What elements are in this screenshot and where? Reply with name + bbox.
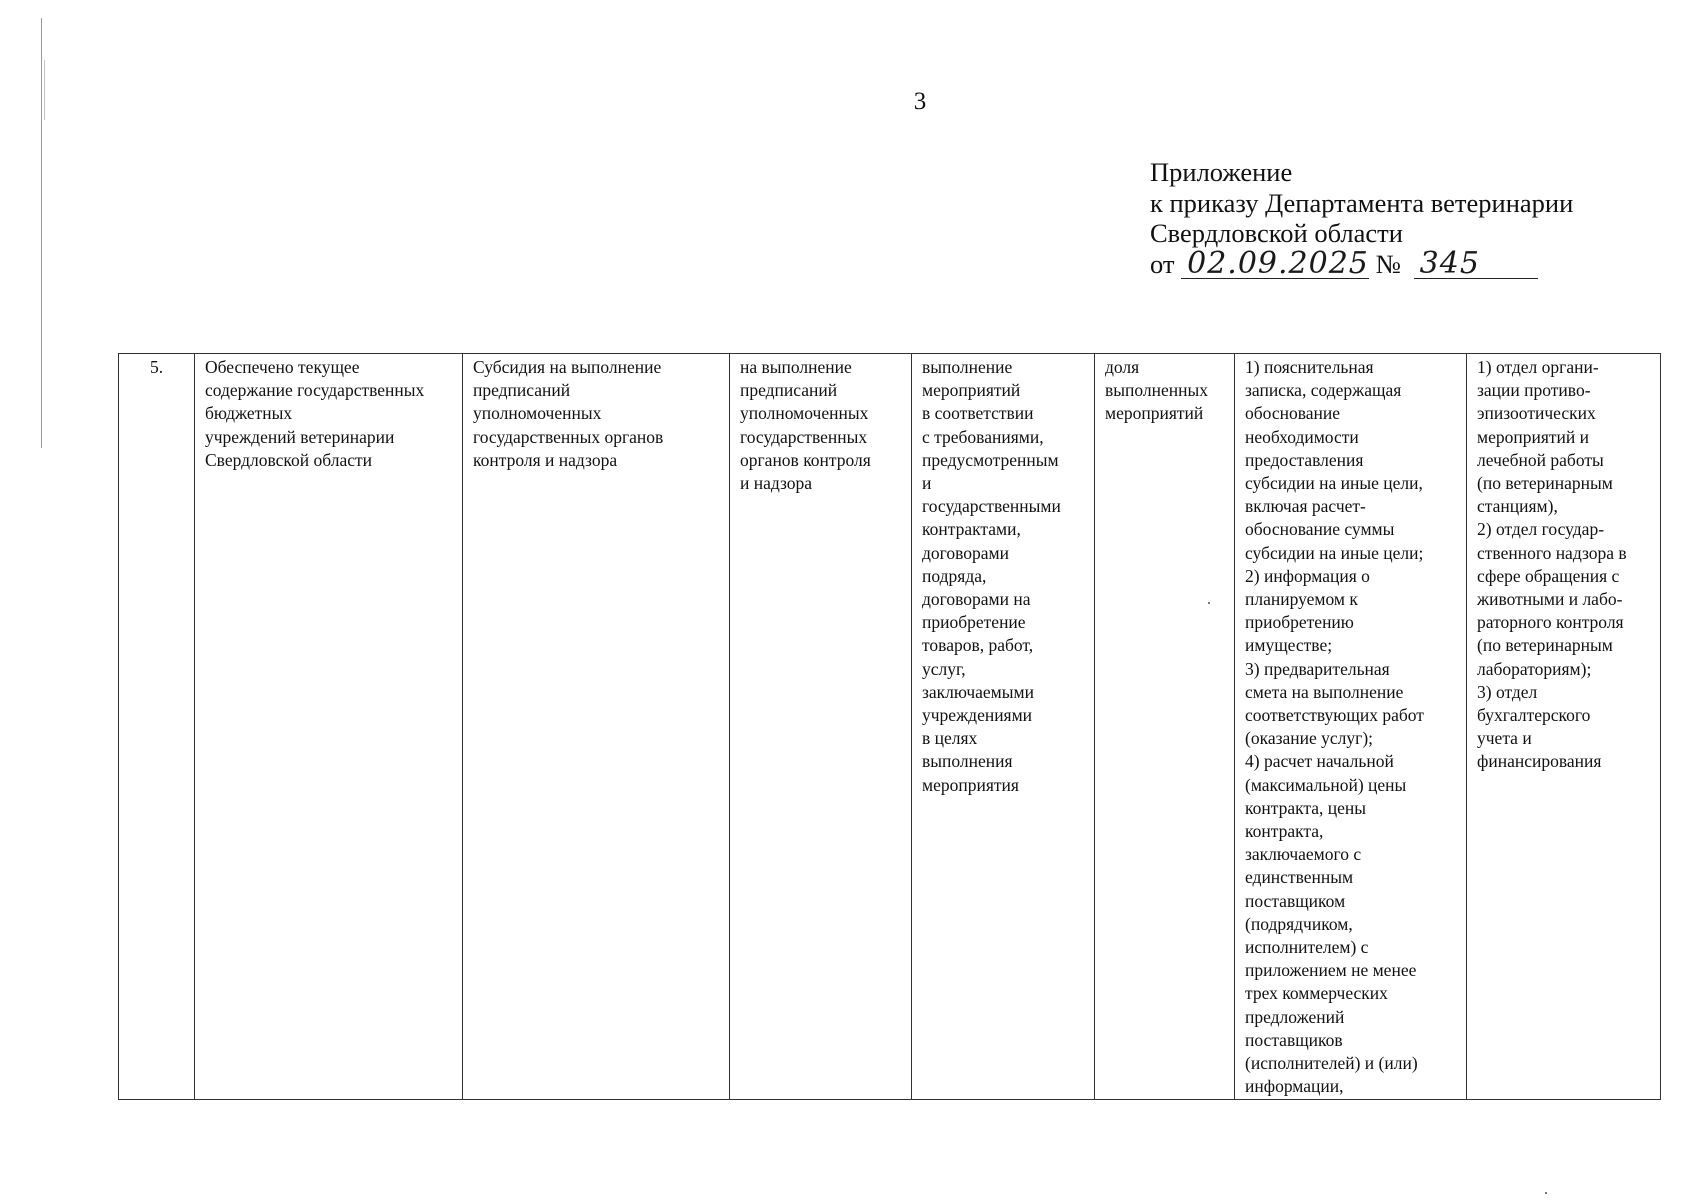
order-date-line — [1150, 245, 1573, 281]
scan-speck — [1545, 1192, 1547, 1194]
appendix-header — [1150, 157, 1573, 279]
left-margin-line — [44, 60, 45, 120]
left-margin-line — [41, 18, 42, 448]
indicator-cell: доля выполненных мероприятий — [1095, 354, 1235, 1100]
date-prefix: от — [1150, 248, 1175, 279]
documents-cell: 1) пояснительная записка, содержащая обоснование необходимости предоставления субсидии на иные цели, включая расчет- обоснование суммы субсидии на иные цели; 2) информация о планируемом к приобретению имуществе; 3) предварительная смета на выполнение соответствующих работ (оказание услуг); 4) расчет начальной (максимальной) цены контракта, цены контракта, заключаемого с единственным поставщиком (подрядчиком, исполнителем) с приложением не менее трех коммерческих предложений поставщиков (исполнителей) и (или) информации, — [1235, 354, 1467, 1100]
scan-speck — [1208, 602, 1210, 604]
row-number: 5. — [119, 354, 195, 1100]
measures-table — [118, 353, 1661, 1100]
page-number: 3 — [913, 88, 927, 115]
appendix-region: Свердловской области — [1150, 218, 1403, 248]
purpose-cell: на выполнение предписаний уполномоченных государственных органов контроля и надзора — [730, 354, 912, 1100]
appendix-order-ref: к приказу Департамента ветеринарии — [1150, 187, 1574, 218]
table-row — [119, 354, 1661, 1100]
responsible-cell: 1) отдел органи- зации противо- эпизоотических мероприятий и лечебной работы (по ветеринарным станциям), 2) отдел государ- ственного надзора в сфере обращения с животными и лабо- раторного контроля (по ветеринарным лабораториям); 3) отдел бухгалтерского учета и финансирования — [1467, 354, 1661, 1100]
handwritten-date: 02.09.2025 — [1181, 250, 1369, 279]
number-sign: № — [1375, 248, 1402, 279]
handwritten-number: 345 — [1414, 250, 1538, 279]
result-cell: Обеспечено текущее содержание государственных бюджетных учреждений ветеринарии Свердловской области — [195, 354, 463, 1100]
result-indicator-cell: выполнение мероприятий в соответствии с требованиями, предусмотренным и государственными контрактами, договорами подряда, договорами на приобретение товаров, работ, услуг, заключаемыми учреждениями в целях выполнения мероприятия — [912, 354, 1095, 1100]
appendix-title: Приложение — [1150, 157, 1293, 187]
subsidy-cell: Субсидия на выполнение предписаний уполномоченных государственных органов контроля и надзора — [463, 354, 730, 1100]
